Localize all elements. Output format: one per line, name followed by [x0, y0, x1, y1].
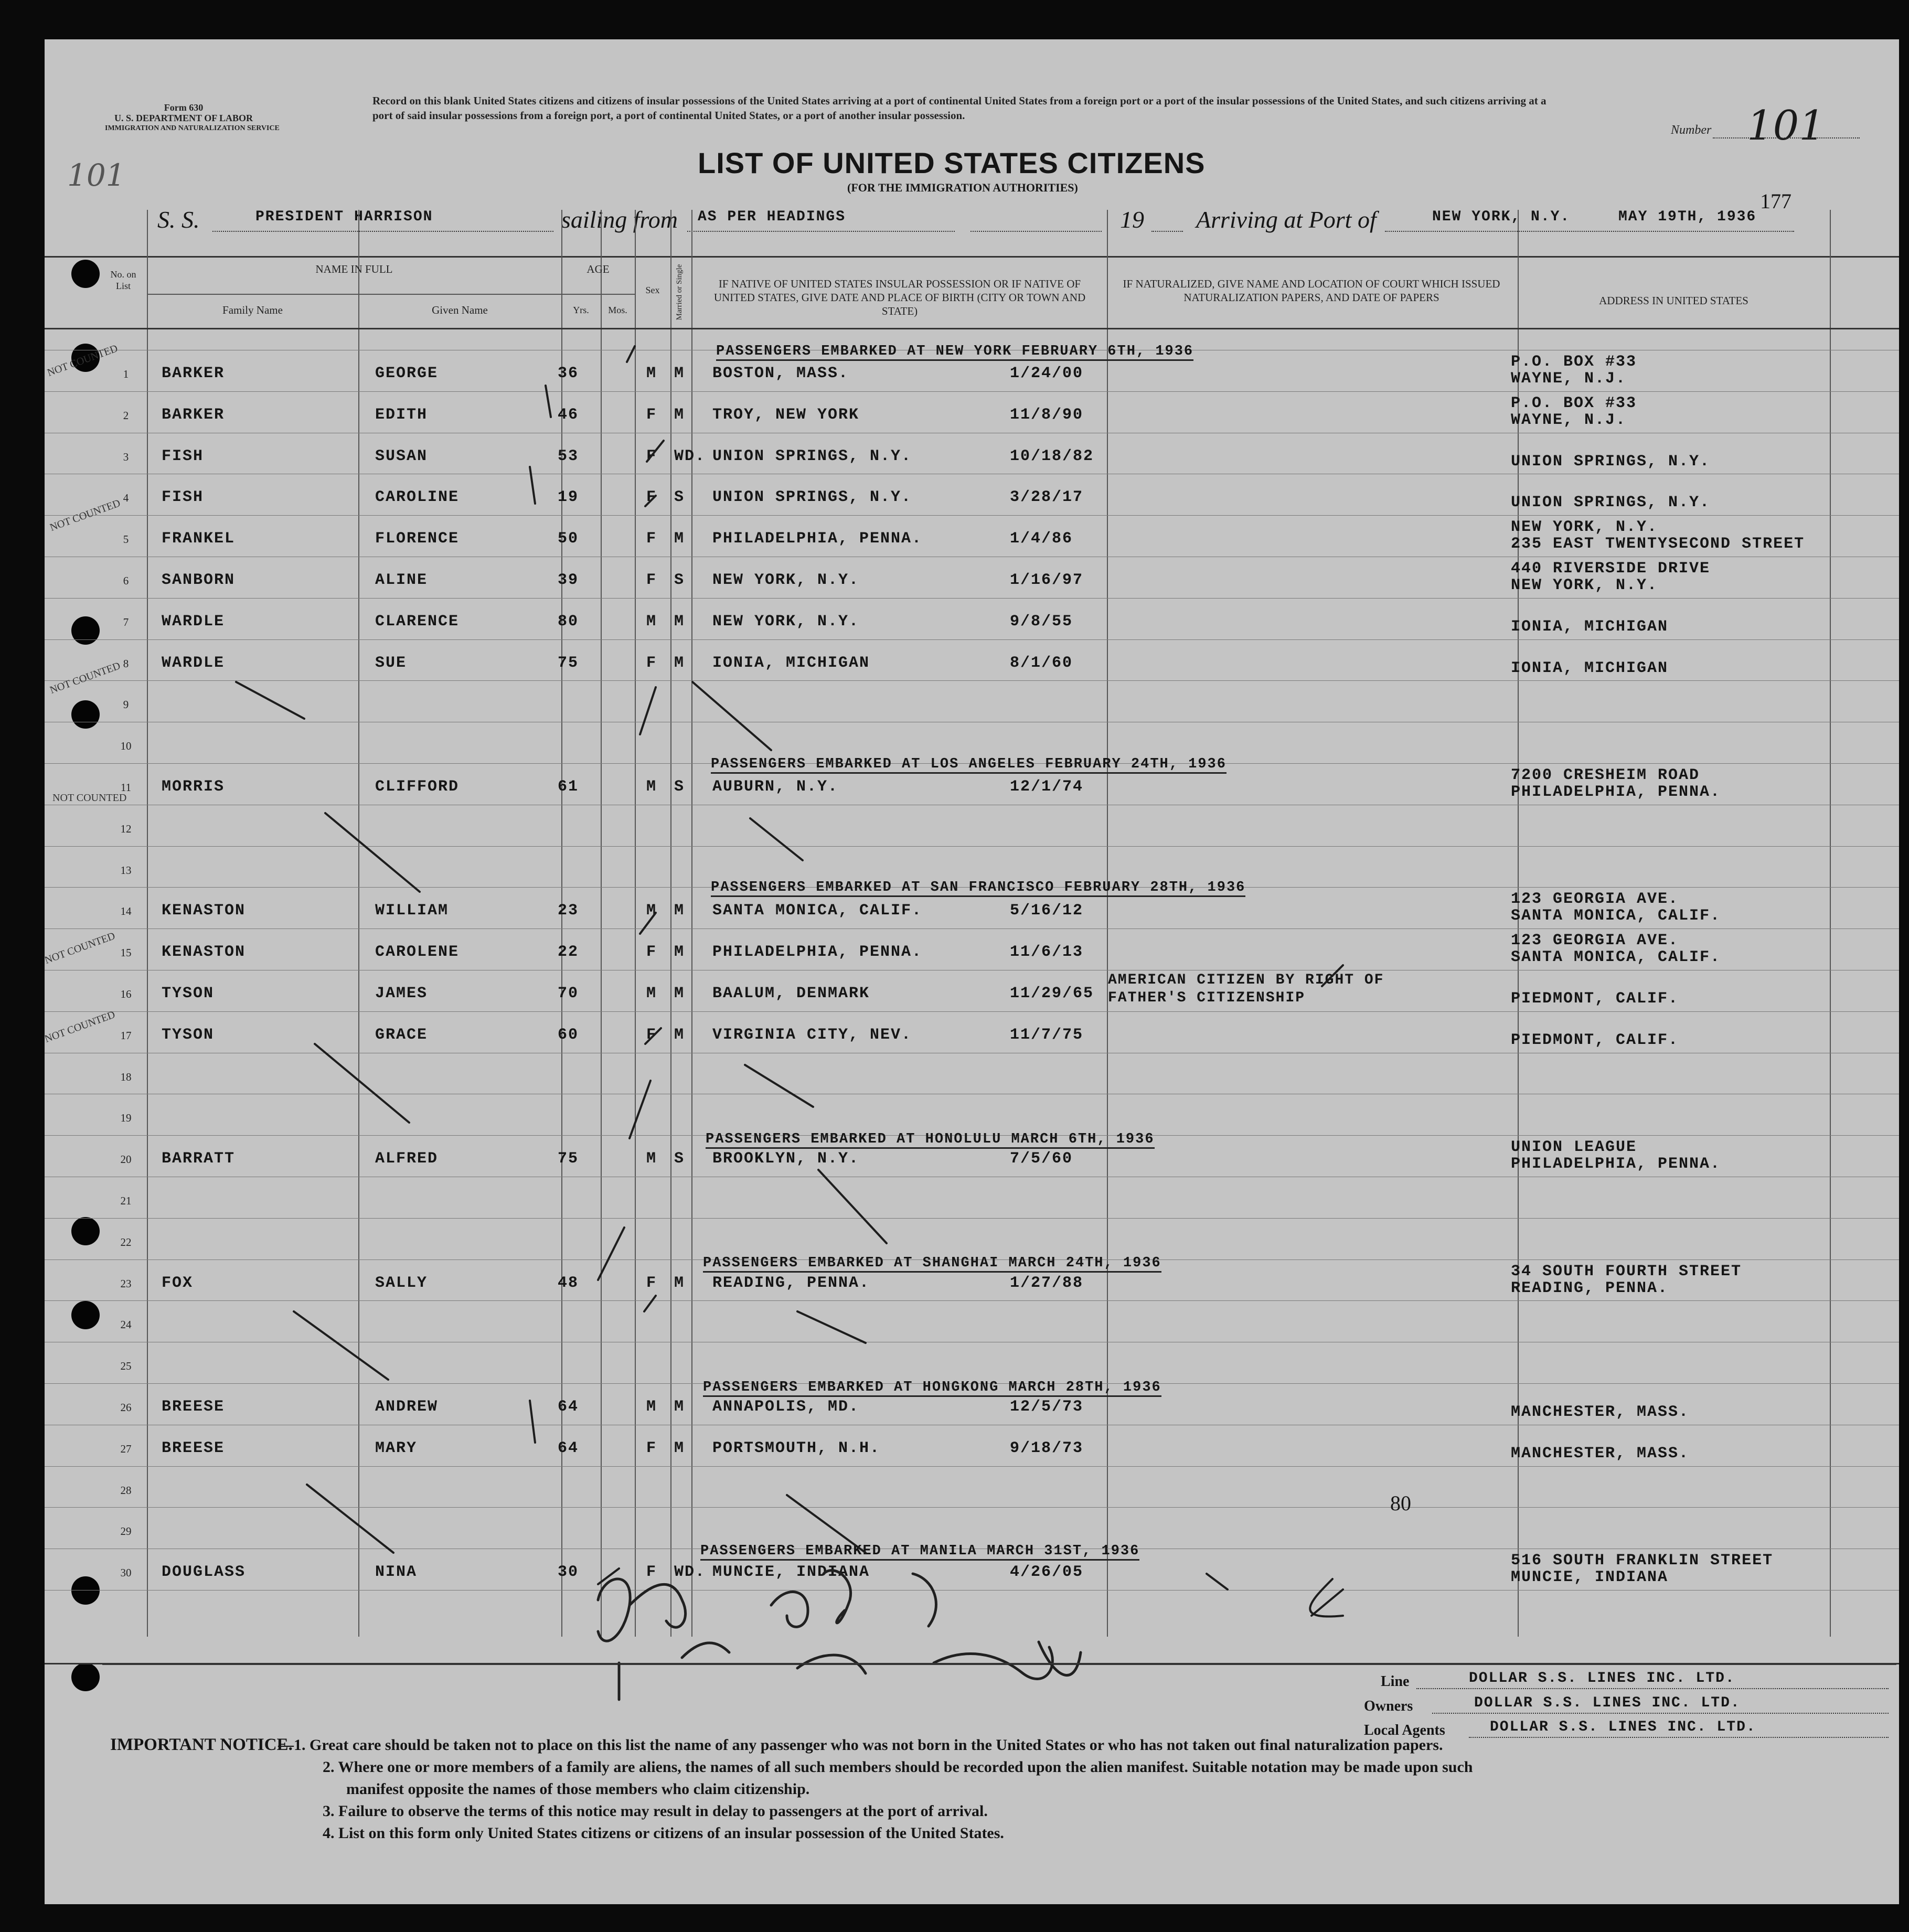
birth-place-cell: BROOKLYN, N.Y.: [712, 1150, 860, 1168]
age-years-cell: 19: [558, 488, 579, 506]
birth-date-cell: 1/4/86: [1010, 530, 1073, 548]
page-subtitle: (FOR THE IMMIGRATION AUTHORITIES): [847, 181, 1078, 194]
row-number: 15: [120, 946, 132, 959]
section-header: PASSENGERS EMBARKED AT MANILA MARCH 31ST, 1936: [700, 1543, 1139, 1561]
row-number: 10: [120, 740, 132, 752]
row-number: 13: [120, 864, 132, 877]
line-label: Line: [1381, 1673, 1410, 1690]
col-birth: IF NATIVE OF UNITED STATES INSULAR POSSESSION OR IF NATIVE OF UNITED STATES, GIVE DATE AND PLACE OF BIRTH (CITY OR TOWN AND STATE): [713, 277, 1086, 317]
not-counted-mark: NOT COUNTED: [43, 930, 117, 967]
address-line-2: PHILADELPHIA, PENNA.: [1511, 783, 1721, 801]
sex-cell: M: [646, 902, 657, 920]
address-line-1: IONIA, MICHIGAN: [1511, 618, 1669, 636]
marital-status-cell: M: [674, 654, 685, 672]
row-number: 20: [120, 1153, 132, 1166]
sex-cell: F: [646, 406, 657, 424]
age-years-cell: 50: [558, 530, 579, 548]
birth-date-cell: 12/1/74: [1010, 778, 1084, 796]
given-name-cell: GEORGE: [375, 365, 439, 382]
marital-status-cell: M: [674, 1026, 685, 1044]
sex-cell: F: [646, 530, 657, 548]
not-counted-mark: NOT COUNTED: [48, 497, 122, 534]
ss-label: S. S.: [157, 206, 200, 233]
birth-date-cell: 11/8/90: [1010, 406, 1084, 424]
ship-name: PRESIDENT HARRISON: [255, 209, 433, 225]
row-number: 16: [120, 988, 132, 1000]
age-years-cell: 61: [558, 778, 579, 796]
number-value: 101: [1747, 102, 1825, 150]
address-line-1: 440 RIVERSIDE DRIVE: [1511, 560, 1711, 578]
sailing-label: sailing from: [561, 206, 678, 233]
owners-value: DOLLAR S.S. LINES INC. LTD.: [1474, 1695, 1741, 1711]
marital-status-cell: M: [674, 406, 685, 424]
notice-4: 4. List on this form only United States citizens or citizens of an insular possession of the United States.: [323, 1824, 1004, 1842]
address-line-2: PHILADELPHIA, PENNA.: [1511, 1155, 1721, 1173]
not-counted-mark: NOT COUNTED: [46, 343, 120, 379]
given-name-cell: CLARENCE: [375, 613, 460, 631]
address-line-1: IONIA, MICHIGAN: [1511, 659, 1669, 677]
birth-date-cell: 9/18/73: [1010, 1439, 1084, 1457]
address-line-1: 123 GEORGIA AVE.: [1511, 932, 1679, 949]
given-name-cell: FLORENCE: [375, 530, 460, 548]
family-name-cell: BARRATT: [162, 1150, 236, 1168]
notice-1: —1. Great care should be taken not to place on this list the name of any passenger who was not born in the United States or who has not taken out final naturalization papers.: [278, 1736, 1443, 1754]
marital-status-cell: S: [674, 1150, 685, 1168]
birth-date-cell: 7/5/60: [1010, 1150, 1073, 1168]
address-line-2: MUNCIE, INDIANA: [1511, 1568, 1669, 1586]
given-name-cell: WILLIAM: [375, 902, 449, 920]
birth-place-cell: VIRGINIA CITY, NEV.: [712, 1026, 912, 1044]
sex-cell: F: [646, 571, 657, 589]
row-number: 22: [120, 1236, 132, 1248]
given-name-cell: ANDREW: [375, 1398, 439, 1416]
birth-date-cell: 11/6/13: [1010, 943, 1084, 961]
margin-note: 101: [67, 157, 125, 193]
age-years-cell: 53: [558, 447, 579, 465]
birth-date-cell: 11/7/75: [1010, 1026, 1084, 1044]
address-line-1: 516 SOUTH FRANKLIN STREET: [1511, 1552, 1774, 1570]
birth-date-cell: 1/27/88: [1010, 1274, 1084, 1292]
arriving-label: Arriving at Port of: [1196, 206, 1377, 233]
birth-place-cell: UNION SPRINGS, N.Y.: [712, 488, 912, 506]
page-number: 177: [1760, 189, 1791, 213]
family-name-cell: BREESE: [162, 1398, 225, 1416]
family-name-cell: TYSON: [162, 1026, 215, 1044]
birth-date-cell: 4/26/05: [1010, 1563, 1084, 1581]
marital-status-cell: M: [674, 1274, 685, 1292]
marital-status-cell: M: [674, 943, 685, 961]
marital-status-cell: S: [674, 488, 685, 506]
given-name-cell: MARY: [375, 1439, 418, 1457]
row-number: 12: [120, 823, 132, 835]
age-years-cell: 48: [558, 1274, 579, 1292]
row-number: 8: [123, 657, 129, 670]
age-years-cell: 46: [558, 406, 579, 424]
age-years-cell: 60: [558, 1026, 579, 1044]
birth-date-cell: 8/1/60: [1010, 654, 1073, 672]
sex-cell: M: [646, 985, 657, 1002]
section-header: PASSENGERS EMBARKED AT SHANGHAI MARCH 24TH, 1936: [703, 1255, 1161, 1273]
sex-cell: F: [646, 447, 657, 465]
birth-place-cell: SANTA MONICA, CALIF.: [712, 902, 923, 920]
age-years-cell: 30: [558, 1563, 579, 1581]
family-name-cell: WARDLE: [162, 613, 225, 631]
birth-place-cell: ANNAPOLIS, MD.: [712, 1398, 860, 1416]
year-prefix: 19: [1120, 206, 1144, 233]
sex-cell: F: [646, 1274, 657, 1292]
marital-status-cell: S: [674, 571, 685, 589]
sex-cell: F: [646, 1563, 657, 1581]
birth-place-cell: BAALUM, DENMARK: [712, 985, 870, 1002]
age-years-cell: 80: [558, 613, 579, 631]
given-name-cell: SUSAN: [375, 447, 428, 465]
birth-place-cell: BOSTON, MASS.: [712, 365, 849, 382]
sex-cell: M: [646, 1398, 657, 1416]
family-name-cell: BREESE: [162, 1439, 225, 1457]
age-years-cell: 23: [558, 902, 579, 920]
row-number: 18: [120, 1071, 132, 1083]
birth-date-cell: 12/5/73: [1010, 1398, 1084, 1416]
col-naturalized: IF NATURALIZED, GIVE NAME AND LOCATION OF COURT WHICH ISSUED NATURALIZATION PAPERS, AND DATE OF PAPERS: [1123, 277, 1500, 304]
marital-status-cell: WD.: [674, 447, 706, 465]
not-counted-mark: NOT COUNTED: [43, 1009, 117, 1045]
address-line-1: MANCHESTER, MASS.: [1511, 1445, 1690, 1463]
row-number: 5: [123, 533, 129, 546]
birth-place-cell: READING, PENNA.: [712, 1274, 870, 1292]
birth-date-cell: 1/16/97: [1010, 571, 1084, 589]
given-name-cell: SALLY: [375, 1274, 428, 1292]
form-number: Form 630 U. S. DEPARTMENT OF LABOR IMMIGRATION AND NATURALIZATION SERVICE: [105, 102, 280, 132]
marital-status-cell: M: [674, 1398, 685, 1416]
owners-label: Owners: [1364, 1698, 1413, 1714]
marital-status-cell: M: [674, 1439, 685, 1457]
col-given: Given Name: [432, 304, 488, 316]
birth-place-cell: AUBURN, N.Y.: [712, 778, 839, 796]
birth-date-cell: 11/29/65: [1010, 985, 1094, 1002]
birth-date-cell: 10/18/82: [1010, 447, 1094, 465]
naturalization-cell: AMERICAN CITIZEN BY RIGHT OF FATHER'S CITIZENSHIP: [1108, 972, 1384, 1006]
section-header: PASSENGERS EMBARKED AT NEW YORK FEBRUARY 6TH, 1936: [716, 344, 1193, 361]
notice-title: IMPORTANT NOTICE.: [110, 1735, 293, 1754]
family-name-cell: FISH: [162, 488, 204, 506]
family-name-cell: BARKER: [162, 365, 225, 382]
row-number: 28: [120, 1484, 132, 1497]
not-counted-mark: NOT COUNTED: [48, 660, 122, 697]
sailing-from: AS PER HEADINGS: [698, 209, 846, 225]
age-years-cell: 39: [558, 571, 579, 589]
address-line-1: UNION SPRINGS, N.Y.: [1511, 453, 1711, 471]
family-name-cell: FRANKEL: [162, 530, 236, 548]
marital-status-cell: M: [674, 365, 685, 382]
age-years-cell: 75: [558, 654, 579, 672]
address-line-2: WAYNE, N.J.: [1511, 370, 1627, 388]
row-number: 3: [123, 451, 129, 463]
family-name-cell: KENASTON: [162, 902, 246, 920]
col-yrs: Yrs.: [573, 305, 589, 315]
address-line-2: SANTA MONICA, CALIF.: [1511, 907, 1721, 925]
row-number: 17: [120, 1029, 132, 1042]
row-number: 1: [123, 368, 129, 380]
birth-place-cell: UNION SPRINGS, N.Y.: [712, 447, 912, 465]
marital-status-cell: M: [674, 613, 685, 631]
sex-cell: F: [646, 488, 657, 506]
row-number: 23: [120, 1277, 132, 1290]
row-number: 26: [120, 1401, 132, 1414]
col-address: ADDRESS IN UNITED STATES: [1599, 294, 1748, 307]
sex-cell: M: [646, 778, 657, 796]
address-line-1: PIEDMONT, CALIF.: [1511, 1031, 1679, 1049]
age-years-cell: 64: [558, 1398, 579, 1416]
birth-date-cell: 5/16/12: [1010, 902, 1084, 920]
address-line-1: PIEDMONT, CALIF.: [1511, 990, 1679, 1008]
form-instructions: Record on this blank United States citizens and citizens of insular possessions of the United States arriving at a port of continental United States from a foreign port or a port of the insular possessions of the United States, and such citizens arriving at a port of said insular possessions from a foreign port, a port of continental United States, or a port of another insular possession.: [372, 94, 1547, 122]
marital-status-cell: M: [674, 985, 685, 1002]
col-family: Family Name: [222, 304, 283, 316]
address-line-2: WAYNE, N.J.: [1511, 411, 1627, 429]
section-header: PASSENGERS EMBARKED AT LOS ANGELES FEBRUARY 24TH, 1936: [711, 756, 1227, 774]
family-name-cell: SANBORN: [162, 571, 236, 589]
birth-place-cell: PHILADELPHIA, PENNA.: [712, 943, 923, 961]
col-married: Married or Single: [675, 264, 684, 321]
agents-value: DOLLAR S.S. LINES INC. LTD.: [1490, 1719, 1756, 1735]
age-years-cell: 36: [558, 365, 579, 382]
sex-cell: F: [646, 654, 657, 672]
address-line-1: UNION SPRINGS, N.Y.: [1511, 494, 1711, 511]
address-line-2: 235 EAST TWENTYSECOND STREET: [1511, 535, 1805, 553]
row-number: 30: [120, 1566, 132, 1579]
marital-status-cell: M: [674, 530, 685, 548]
sex-cell: F: [646, 1439, 657, 1457]
address-line-1: MANCHESTER, MASS.: [1511, 1403, 1690, 1421]
family-name-cell: KENASTON: [162, 943, 246, 961]
age-years-cell: 70: [558, 985, 579, 1002]
col-mos: Mos.: [608, 305, 627, 315]
family-name-cell: DOUGLASS: [162, 1563, 246, 1581]
section-header: PASSENGERS EMBARKED AT HONGKONG MARCH 28TH, 1936: [703, 1380, 1161, 1397]
given-name-cell: CAROLENE: [375, 943, 460, 961]
row-number: 4: [123, 492, 129, 504]
row-number: 24: [120, 1318, 132, 1331]
given-name-cell: CAROLINE: [375, 488, 460, 506]
address-line-1: 34 SOUTH FOURTH STREET: [1511, 1263, 1742, 1280]
not-counted-mark: NOT COUNTED: [52, 792, 127, 804]
birth-place-cell: PORTSMOUTH, N.H.: [712, 1439, 881, 1457]
age-years-cell: 75: [558, 1150, 579, 1168]
tally-mark: 80: [1390, 1491, 1411, 1515]
birth-place-cell: TROY, NEW YORK: [712, 406, 860, 424]
address-line-1: 123 GEORGIA AVE.: [1511, 890, 1679, 908]
section-header: PASSENGERS EMBARKED AT HONOLULU MARCH 6TH, 1936: [706, 1132, 1155, 1149]
row-number: 25: [120, 1360, 132, 1372]
sex-cell: M: [646, 613, 657, 631]
col-name-in-full: NAME IN FULL: [315, 263, 393, 275]
sex-cell: M: [646, 1150, 657, 1168]
notice-2-cont: manifest opposite the names of those members who claim citizenship.: [346, 1780, 810, 1798]
arrival-port: NEW YORK, N.Y.: [1432, 209, 1571, 225]
address-line-2: NEW YORK, N.Y.: [1511, 577, 1658, 594]
row-number: 14: [120, 905, 132, 917]
birth-date-cell: 1/24/00: [1010, 365, 1084, 382]
birth-place-cell: NEW YORK, N.Y.: [712, 613, 860, 631]
marital-status-cell: S: [674, 778, 685, 796]
address-line-1: UNION LEAGUE: [1511, 1138, 1637, 1156]
agents-label: Local Agents: [1364, 1722, 1445, 1738]
col-no: No. on List: [110, 269, 136, 291]
given-name-cell: ALINE: [375, 571, 428, 589]
row-number: 27: [120, 1443, 132, 1455]
given-name-cell: CLIFFORD: [375, 778, 460, 796]
page-title: LIST OF UNITED STATES CITIZENS: [698, 146, 1206, 179]
row-number: 29: [120, 1525, 132, 1538]
birth-place-cell: PHILADELPHIA, PENNA.: [712, 530, 923, 548]
given-name-cell: ALFRED: [375, 1150, 439, 1168]
number-label: Number: [1671, 123, 1712, 137]
sex-cell: M: [646, 365, 657, 382]
address-line-1: P.O. BOX #33: [1511, 394, 1637, 412]
notice-3: 3. Failure to observe the terms of this notice may result in delay to passengers at the port of arrival.: [323, 1802, 988, 1820]
family-name-cell: WARDLE: [162, 654, 225, 672]
given-name-cell: EDITH: [375, 406, 428, 424]
marital-status-cell: M: [674, 902, 685, 920]
address-line-2: SANTA MONICA, CALIF.: [1511, 948, 1721, 966]
row-number: 21: [120, 1194, 132, 1207]
row-number: 2: [123, 409, 129, 422]
birth-place-cell: IONIA, MICHIGAN: [712, 654, 870, 672]
row-number: 6: [123, 574, 129, 587]
birth-date-cell: 9/8/55: [1010, 613, 1073, 631]
address-line-1: 7200 CRESHEIM ROAD: [1511, 766, 1700, 784]
line-value: DOLLAR S.S. LINES INC. LTD.: [1469, 1670, 1735, 1687]
col-sex: Sex: [645, 285, 660, 295]
notice-2: 2. Where one or more members of a family are aliens, the names of all such members should be recorded upon the alien manifest. Suitable notation may be made upon such: [323, 1758, 1473, 1776]
sex-cell: F: [646, 943, 657, 961]
birth-place-cell: NEW YORK, N.Y.: [712, 571, 860, 589]
col-age: AGE: [586, 263, 610, 275]
given-name-cell: GRACE: [375, 1026, 428, 1044]
row-number: 7: [123, 616, 129, 628]
family-name-cell: TYSON: [162, 985, 215, 1002]
given-name-cell: NINA: [375, 1563, 418, 1581]
given-name-cell: JAMES: [375, 985, 428, 1002]
row-number: 11: [120, 781, 132, 794]
section-header: PASSENGERS EMBARKED AT SAN FRANCISCO FEBRUARY 28TH, 1936: [711, 880, 1245, 897]
address-line-1: NEW YORK, N.Y.: [1511, 518, 1658, 536]
address-line-2: READING, PENNA.: [1511, 1279, 1669, 1297]
family-name-cell: FISH: [162, 447, 204, 465]
row-number: 19: [120, 1112, 132, 1124]
family-name-cell: BARKER: [162, 406, 225, 424]
given-name-cell: SUE: [375, 654, 407, 672]
age-years-cell: 22: [558, 943, 579, 961]
address-line-1: P.O. BOX #33: [1511, 353, 1637, 371]
family-name-cell: MORRIS: [162, 778, 225, 796]
marital-status-cell: WD.: [674, 1563, 706, 1581]
age-years-cell: 64: [558, 1439, 579, 1457]
family-name-cell: FOX: [162, 1274, 194, 1292]
arrival-date: MAY 19TH, 1936: [1618, 209, 1757, 225]
sex-cell: F: [646, 1026, 657, 1044]
birth-date-cell: 3/28/17: [1010, 488, 1084, 506]
row-number: 9: [123, 698, 129, 711]
birth-place-cell: MUNCIE, INDIANA: [712, 1563, 870, 1581]
